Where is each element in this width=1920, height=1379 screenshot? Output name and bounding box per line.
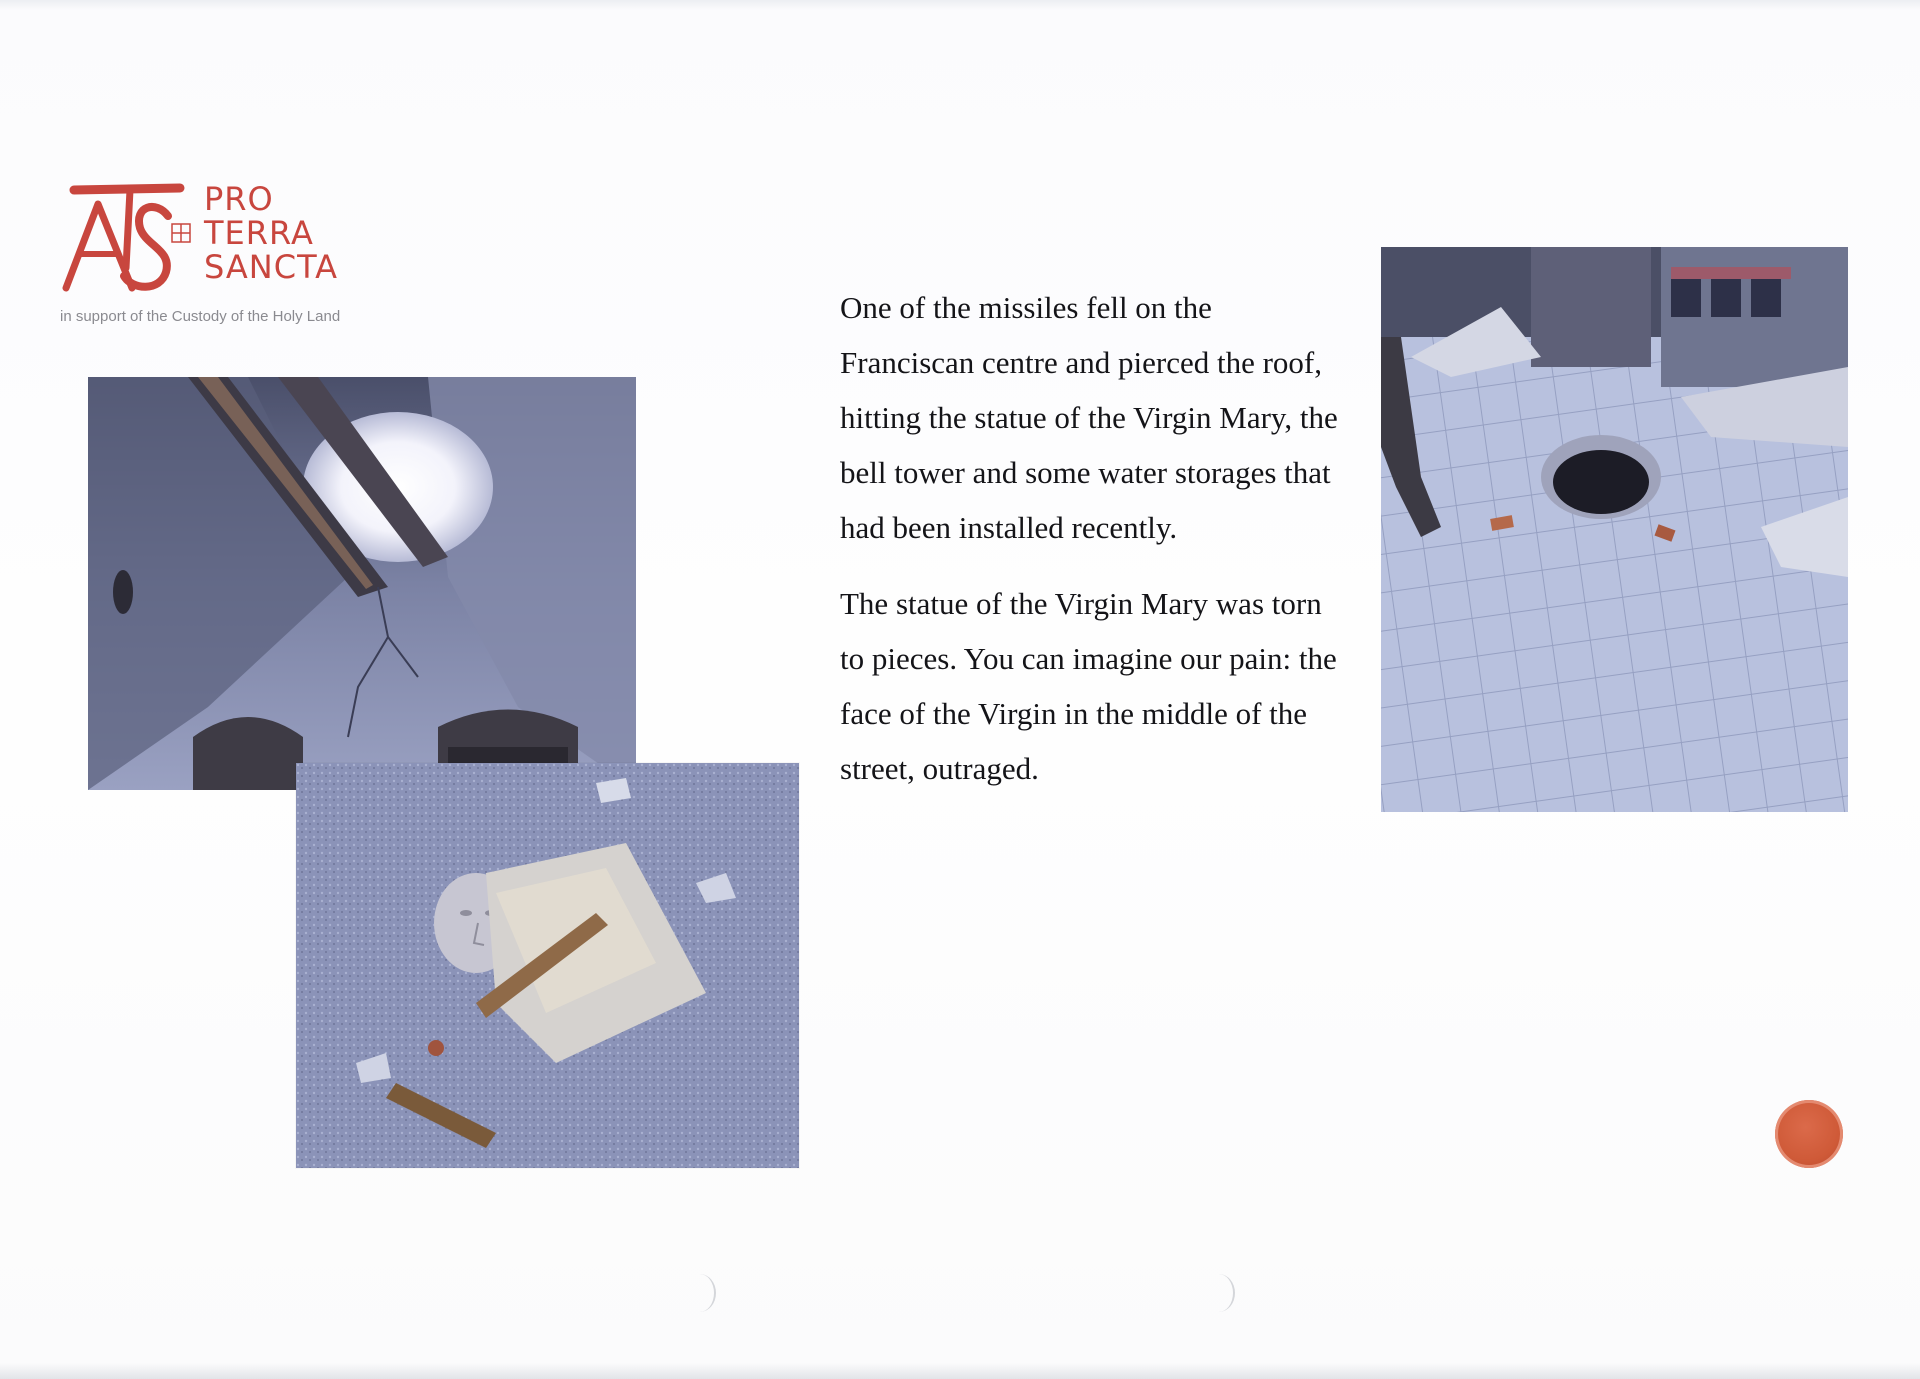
scan-top-edge (0, 0, 1920, 10)
paragraph-missile-impact: One of the missiles fell on the Franciscan centre and pierced the roof, hitting the statue of the Virgin Mary, the bell tower and some water storages that had been installed recently. (840, 290, 1338, 545)
punch-hole-left (684, 1274, 716, 1312)
logo-word-pro: PRO (204, 180, 274, 218)
punch-hole-right (1203, 1274, 1235, 1312)
pro-terra-sancta-logo (60, 180, 380, 330)
logo-tagline: in support of the Custody of the Holy Land (60, 308, 341, 325)
scan-bottom-edge (0, 1363, 1920, 1379)
ats-monogram-icon (60, 180, 200, 295)
photo-damaged-ceiling (88, 377, 636, 790)
body-text (840, 280, 1340, 796)
red-dot-marker (1775, 1100, 1843, 1168)
logo-word-terra: TERRA (204, 214, 314, 252)
photo-statue-fragments (296, 763, 799, 1168)
paragraph-statue-destroyed: The statue of the Virgin Mary was torn to pieces. You can imagine our pain: the face of the Virgin in the middle of the street, outraged. (840, 586, 1337, 786)
logo-word-sancta: SANCTA (204, 248, 339, 286)
photo-roof-hole (1381, 247, 1848, 812)
